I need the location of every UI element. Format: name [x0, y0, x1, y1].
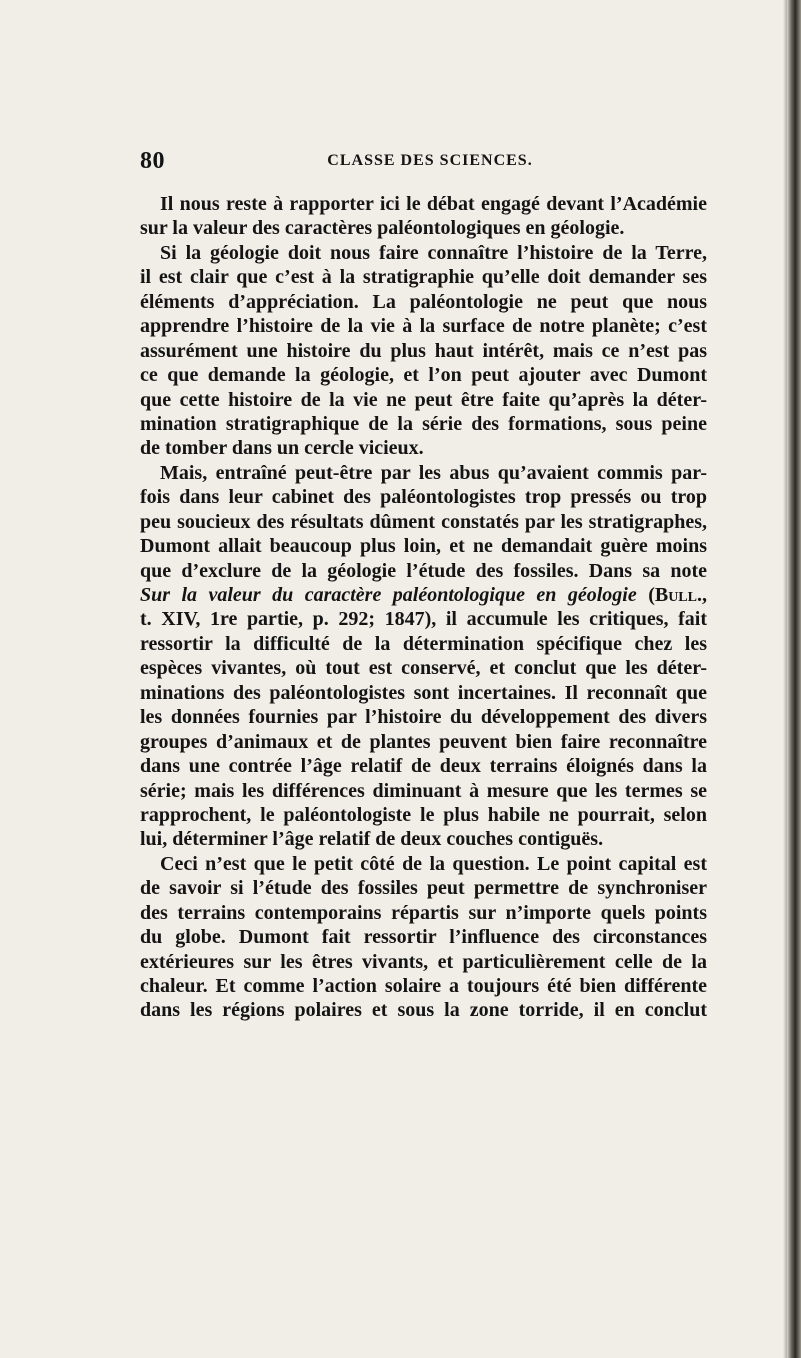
text-line: assurément une histoire du plus haut intérêt, mais ce n’est pas	[140, 339, 707, 362]
running-title: CLASSE DES SCIENCES.	[327, 152, 533, 169]
text-line: fois dans leur cabinet des paléontologistes trop pressés ou trop	[140, 486, 707, 509]
text-line: éléments d’appréciation. La paléontologie ne peut que nous	[140, 290, 707, 313]
text-line	[140, 583, 707, 607]
text-line: du globe. Dumont fait ressortir l’influence des circonstances	[140, 926, 707, 949]
text-line: que d’exclure de la géologie l’étude des fossiles. Dans sa note	[140, 559, 707, 582]
text-line: ce que demande la géologie, et l’on peut ajouter avec Dumont	[140, 364, 707, 387]
text-line: de savoir si l’étude des fossiles peut permettre de synchroniser	[140, 877, 707, 900]
text-line: de tomber dans un cercle vicieux.	[140, 437, 424, 460]
text-line: lui, déterminer l’âge relatif de deux couches contiguës.	[140, 828, 604, 851]
small-caps-ref: Bull.	[654, 584, 702, 606]
text-line: apprendre l’histoire de la vie à la surface de notre planète; c’est	[140, 315, 707, 338]
text-line: Ceci n’est que le petit côté de la question. Le point capital est	[160, 852, 707, 875]
text-line: que cette histoire de la vie ne peut être faite qu’après la déter-	[140, 388, 707, 411]
text-line: dans une contrée l’âge relatif de deux terrains éloignés dans la	[140, 755, 707, 778]
text-line: Si la géologie doit nous faire connaître l’histoire de la Terre,	[160, 241, 707, 264]
text-line: sur la valeur des caractères paléontologiques en géologie.	[140, 217, 625, 240]
page-header	[140, 148, 720, 174]
text-line: Dumont allait beaucoup plus loin, et ne demandait guère moins	[140, 535, 707, 558]
text-line: minations des paléontologistes sont incertaines. Il reconnaît que	[140, 681, 707, 704]
text-line: rapprochent, le paléontologiste le plus habile ne pourrait, selon	[140, 803, 707, 826]
text-line: il est clair que c’est à la stratigraphie qu’elle doit demander ses	[140, 266, 707, 289]
text-line: des terrains contemporains répartis sur n’importe quels points	[140, 901, 707, 924]
text-line: Il nous reste à rapporter ici le débat engagé devant l’Académie	[160, 193, 707, 215]
text-line: t. XIV, 1re partie, p. 292; 1847), il accumule les critiques, fait	[140, 608, 707, 631]
text-line: ressortir la difficulté de la détermination spécifique chez les	[140, 632, 707, 655]
text-line: chaleur. Et comme l’action solaire a toujours été bien différente	[140, 975, 707, 997]
text-span: (	[636, 584, 655, 606]
text-line: série; mais les différences diminuant à mesure que les termes se	[140, 779, 707, 802]
page-number: 80	[140, 148, 165, 174]
book-spine	[787, 0, 801, 1358]
text-line: extérieures sur les êtres vivants, et particulièrement celle de la	[140, 950, 707, 973]
text-line: dans les régions polaires et sous la zone torride, il en conclut	[140, 999, 707, 1022]
text-line: Mais, entraîné peut-être par les abus qu’avaient commis par-	[160, 461, 707, 484]
text-line: groupes d’animaux et de plantes peuvent bien faire reconnaître	[140, 730, 707, 753]
text-line: espèces vivantes, où tout est conservé, et conclut que les déter-	[140, 657, 707, 680]
text-line: peu soucieux des résultats dûment constatés par les stratigraphes,	[140, 510, 707, 533]
text-line: mination stratigraphique de la série des formations, sous peine	[140, 412, 707, 435]
text-span: ,	[702, 584, 707, 606]
italic-title: Sur la valeur du caractère paléontologique en géologie	[140, 584, 637, 606]
body-text	[140, 192, 707, 1023]
text-line: les données fournies par l’histoire du développement des divers	[140, 706, 707, 729]
